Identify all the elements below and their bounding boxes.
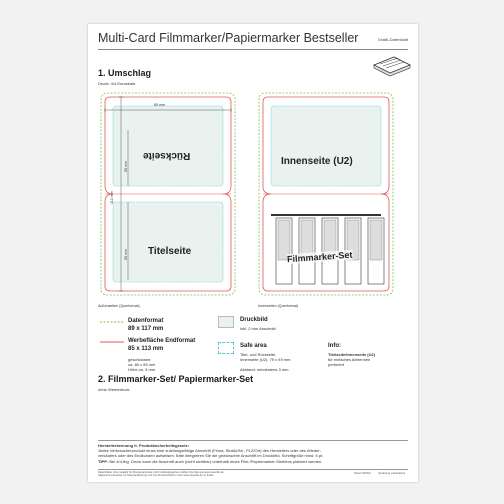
front-card-area bbox=[113, 202, 223, 282]
dim-total-height-label: 113 mm bbox=[110, 191, 114, 204]
info-line3: perforiert bbox=[328, 362, 345, 367]
page-subtitle: Grafik-Datenblatt bbox=[377, 37, 408, 42]
inside-card-area bbox=[271, 106, 381, 186]
dim-width-label: 85 mm bbox=[154, 103, 165, 107]
footer-heading: Herstellerkennung lt. Produktsicherheitsgesetz: bbox=[98, 443, 189, 448]
inner-caption: Innenseiten (Querformat) bbox=[258, 304, 299, 308]
section2-note: ohne Werbedruck bbox=[98, 387, 130, 392]
inner-sides-diagram bbox=[256, 90, 396, 300]
finish-value: 85 x 113 mm bbox=[128, 346, 164, 352]
safe-title: Safe area bbox=[240, 343, 267, 349]
finish-title: Werbefläche Endformat bbox=[128, 338, 196, 344]
print-swatch bbox=[218, 316, 234, 328]
front-side-label: Titelseite bbox=[148, 246, 192, 257]
footer-rule bbox=[98, 440, 408, 441]
datasheet-page bbox=[88, 24, 418, 482]
product-icon bbox=[372, 55, 412, 77]
footer-block bbox=[98, 443, 410, 464]
section2-heading: 2. Filmmarker-Set/ Papiermarker-Set bbox=[98, 374, 254, 384]
page-title: Multi-Card Filmmarker/Papiermarker Bestseller bbox=[98, 31, 359, 45]
outer-caption: Außenseiten (Querformat) bbox=[98, 304, 140, 308]
print-title: Druckbild bbox=[240, 317, 268, 323]
fineprint-line2: Allgemeine Hinweise zur Datenanlieferung und zum Druckverfahren unter www.stueckle.de zu finden bbox=[98, 474, 214, 478]
footer-rule-2 bbox=[98, 469, 408, 470]
folded-label: geschlossen: bbox=[128, 357, 152, 362]
print-note: Druck: 4/4 Euroskala bbox=[98, 81, 136, 86]
folded-height: Höhe ca. 3 mm bbox=[128, 367, 156, 372]
safe-line2: Innenseite (U2): 79 x 49 mm bbox=[240, 357, 291, 362]
stand-label: Stand 10/2021 bbox=[354, 472, 371, 475]
info-line1: Titelseite/Innenseite (U2) bbox=[328, 352, 376, 357]
footer-line1: Jedes Verbraucherprodukt muss eine zuteilungsfähige Anschrift (Firma, Straße/Nr., PLZ/Ort) des Herstellers oder des Wieder- bbox=[98, 448, 321, 454]
inside-label: Innenseite (U2) bbox=[281, 156, 353, 167]
data-format-value: 89 x 117 mm bbox=[128, 326, 164, 332]
back-side-label: Rückseite bbox=[143, 150, 191, 161]
footer-tip bbox=[98, 459, 410, 464]
data-format-title: Datenformat bbox=[128, 318, 164, 324]
info-title: Info: bbox=[328, 343, 341, 349]
info-line2: für einfaches Abtrennen bbox=[328, 357, 371, 362]
set-label: Filmmarker-Set bbox=[286, 249, 353, 265]
legend-swatches-left bbox=[98, 318, 126, 348]
outer-sides-diagram bbox=[98, 90, 238, 300]
back-card-area bbox=[113, 106, 223, 186]
fineprint bbox=[98, 471, 328, 478]
fineprint-line1: Datenblätter ohne Gewähr für Druckergebnisse (nicht maßstabsgetreu) wählen Sie bitte aus www.stueckle.de bbox=[98, 471, 224, 474]
dim-bottom-height-label: 55 mm bbox=[124, 249, 128, 260]
safe-line3: Abstand: mindestens 3 mm bbox=[240, 367, 289, 372]
stand-note: (Änderung vorbehalten) bbox=[378, 472, 406, 475]
dim-top-height-label: 55 mm bbox=[124, 161, 128, 172]
footer-line2: verkäufers oder des Endkunden aufweisen. Bitte integrieren Sie die gewünschte Anschrift im Druckbild. Schriftgröße mind. 6 pt. bbox=[98, 453, 324, 459]
footer-tip-label: TIPP: bbox=[98, 458, 109, 464]
header-rule bbox=[98, 49, 408, 50]
footer-tip-text: Bei 4/4-fbg. Druck kann die Anschrift auch (nicht sichtbar) unterhalb eines Film-/Papiermarker-Streifens platziert werden. bbox=[109, 458, 323, 464]
safe-line1: Titel- und Rückseite, bbox=[240, 352, 277, 357]
safe-swatch bbox=[218, 342, 234, 354]
section1-heading: 1. Umschlag bbox=[98, 68, 152, 78]
print-sub: inkl. 2 mm Anschnitt bbox=[240, 326, 276, 331]
folded-size: ca. 85 x 55 mm bbox=[128, 362, 156, 367]
